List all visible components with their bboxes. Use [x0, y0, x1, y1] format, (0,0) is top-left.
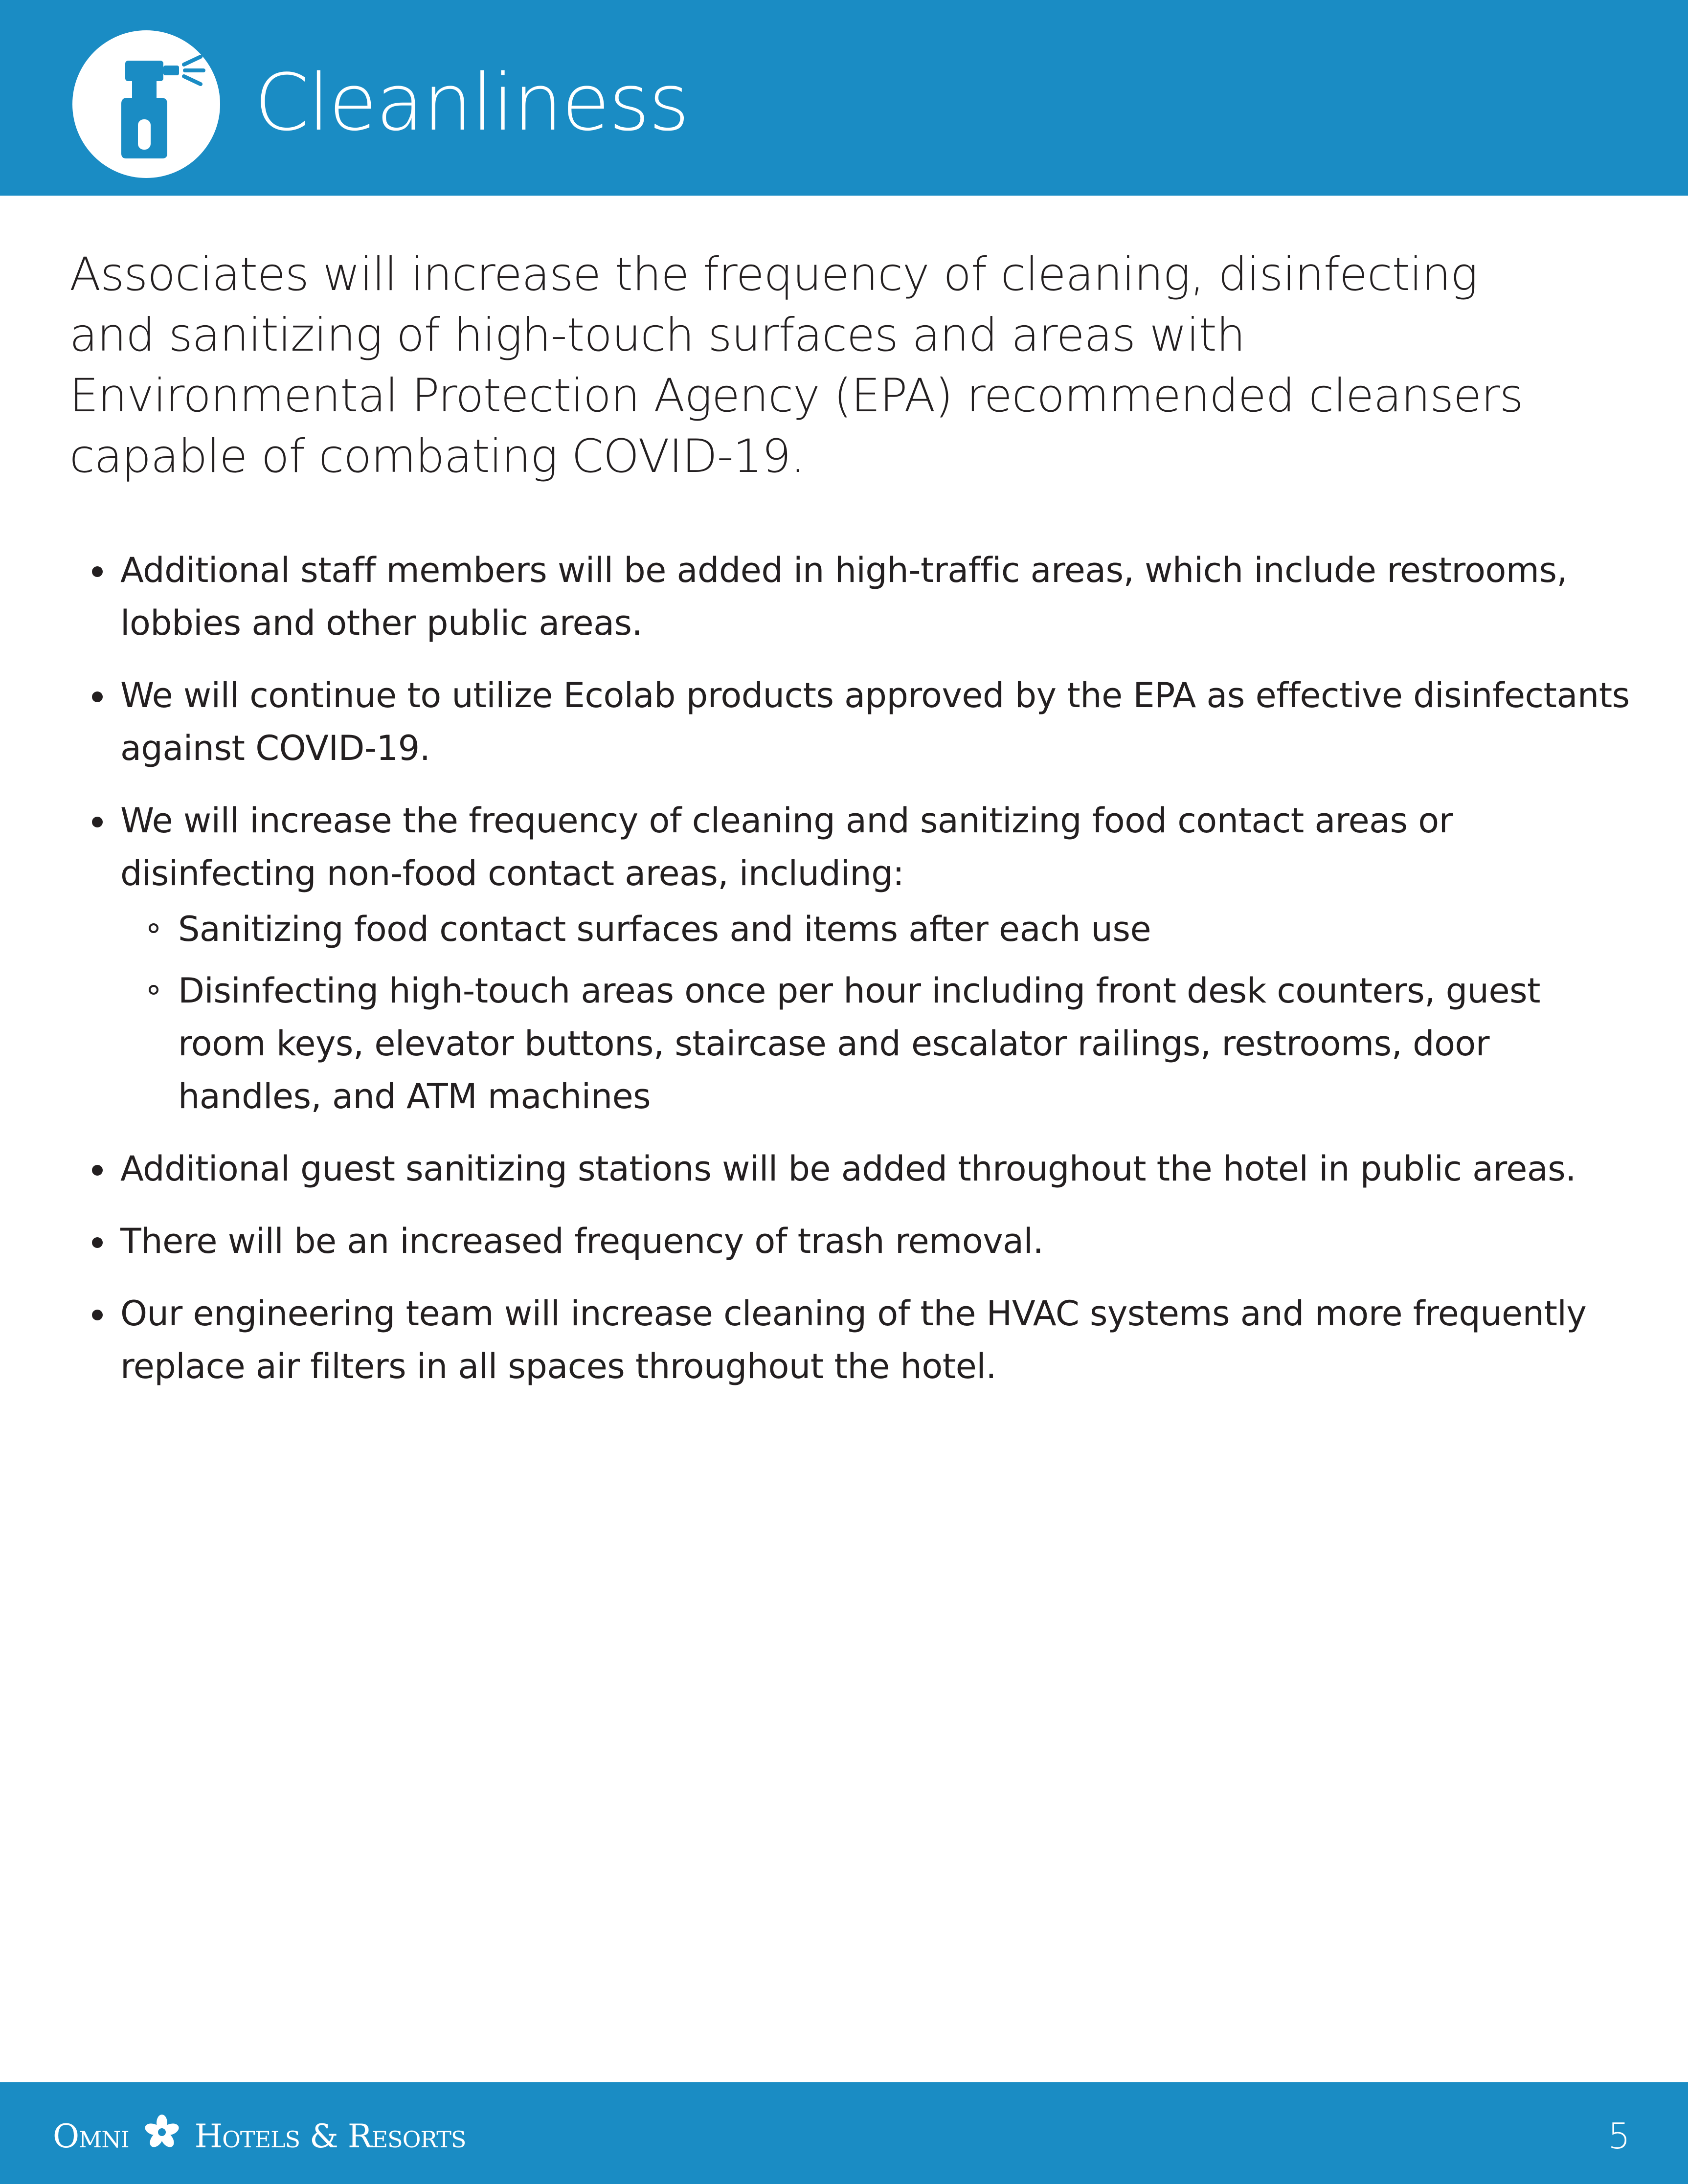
list-item-text: We will increase the frequency of cleaning and sanitizing food contact areas or disinfecting non-food contact areas, including:: [120, 801, 1453, 893]
flower-icon: [143, 2113, 181, 2151]
list-item: Our engineering team will increase cleaning of the HVAC systems and more frequently replace air filters in all spaces throughout the hotel.: [120, 1287, 1632, 1393]
page-title: Cleanliness: [254, 57, 689, 148]
list-item: Additional guest sanitizing stations will be added throughout the hotel in public areas.: [120, 1142, 1632, 1195]
page-number: 5: [1608, 2116, 1630, 2157]
logo-text-left: Omni: [53, 2117, 129, 2155]
page-footer: [0, 2082, 1688, 2184]
sub-list-item: Sanitizing food contact surfaces and items after each use: [120, 903, 1632, 956]
list-item: [120, 794, 1632, 1123]
list-item: Additional staff members will be added in high-traffic areas, which include restrooms, lobbies and other public areas.: [120, 544, 1632, 649]
list-item: We will continue to utilize Ecolab products approved by the EPA as effective disinfectants against COVID-19.: [120, 669, 1632, 775]
bullet-list: [120, 544, 1632, 1412]
sub-bullet-list: [120, 903, 1632, 1123]
intro-paragraph: Associates will increase the frequency of cleaning, disinfecting and sanitizing of high-touch surfaces and areas with Environmental Protection Agency (EPA) recommended cleansers capable of combating COVID-19.: [69, 248, 1523, 483]
spray-bottle-icon: [72, 30, 220, 178]
sub-list-item: Disinfecting high-touch areas once per hour including front desk counters, guest room keys, elevator buttons, staircase and escalator railings, restrooms, door handles, and ATM machines: [120, 964, 1632, 1123]
logo-text-right: Hotels & Resorts: [194, 2117, 466, 2155]
omni-logo: [53, 2110, 466, 2163]
list-item: There will be an increased frequency of trash removal.: [120, 1215, 1632, 1268]
page-header: [0, 0, 1688, 196]
